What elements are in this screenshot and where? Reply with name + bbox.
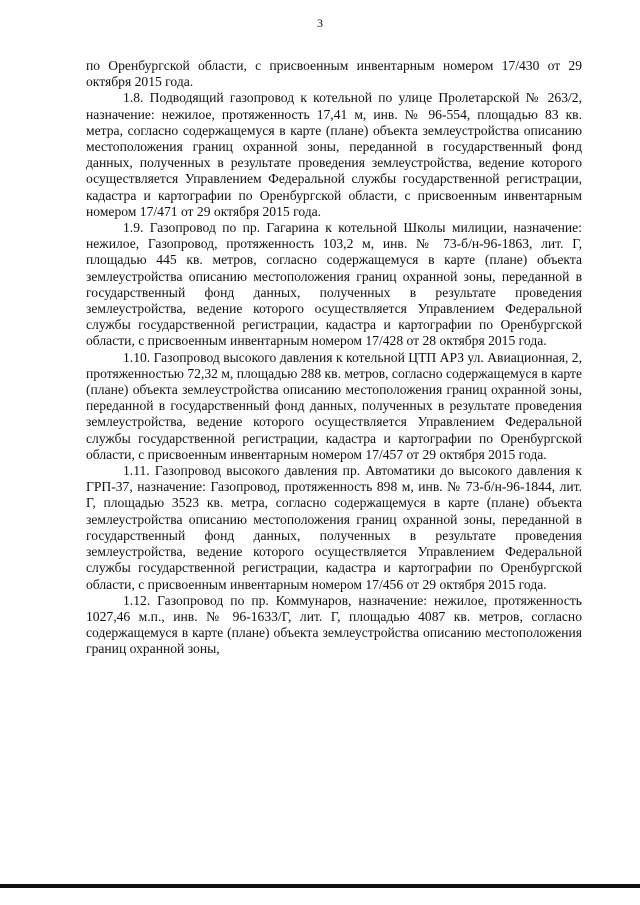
page-number: 3 (317, 16, 323, 30)
scan-bottom-border (0, 884, 640, 888)
paragraph-item-1-8: 1.8. Подводящий газопровод к котельной по улице Пролетарской № 263/2, назначение: нежилое, протяженность 17,41 м, инв. № 96-554, площадью 83 кв. метра, согласно содержащемуся в карте (плане) объекта землеустройства описанию местоположения границ охранной зоны, переданной в государственный фонд данных, полученных в результате проведения землеустройства, ведение которого осуществляется Управлением Федеральной службы государственной регистрации, кадастра и картографии по Оренбургской области, с присвоенным инвентарным номером 17/471 от 29 октября 2015 года. (86, 90, 582, 219)
document-body (86, 58, 582, 658)
paragraph-item-1-12: 1.12. Газопровод по пр. Коммунаров, назначение: нежилое, протяженность 1027,46 м.п., инв. № 96-1633/Г, лит. Г, площадью 4087 кв. метров, согласно содержащемуся в карте (плане) объекта землеустройства описанию местоположения границ охранной зоны, (86, 592, 582, 657)
paragraph-item-1-11: 1.11. Газопровод высокого давления пр. Автоматики до высокого давления к ГРП-37, назначение: Газопровод, протяженность 898 м, инв. № 73-б/н-96-1844, лит. Г, площадью 3523 кв. метра, согласно содержащемуся в карте (плане) объекта землеустройства описанию местоположения границ охранной зоны, переданной в государственный фонд данных, полученных в результате проведения землеустройства, ведение которого осуществляется Управлением Федеральной службы государственной регистрации, кадастра и картографии по Оренбургской области, с присвоенным инвентарным номером 17/456 от 29 октября 2015 года. (86, 463, 582, 592)
paragraph-item-1-10: 1.10. Газопровод высокого давления к котельной ЦТП АРЗ ул. Авиационная, 2, протяженностью 72,32 м, площадью 288 кв. метров, согласно содержащемуся в карте (плане) объекта землеустройства описанию местоположения границ охранной зоны, переданной в государственный фонд данных, полученных в результате проведения землеустройства, ведение которого осуществляется Управлением Федеральной службы государственной регистрации, кадастра и картографии по Оренбургской области, с присвоенным инвентарным номером 17/457 от 29 октября 2015 года. (86, 349, 583, 462)
paragraph-item-1-9: 1.9. Газопровод по пр. Гагарина к котельной Школы милиции, назначение: нежилое, Газопровод, протяженность 103,2 м, инв. № 73-б/н-96-1863, лит. Г, площадью 445 кв. метров, согласно содержащемуся в карте (плане) объекта землеустройства описанию местоположения границ охранной зоны, переданной в государственный фонд данных, полученных в результате проведения землеустройства, ведение которого осуществляется Управлением Федеральной службы государственной регистрации, кадастра и картографии по Оренбургской области, с присвоенным инвентарным номером 17/428 от 28 октября 2015 года. (86, 220, 582, 349)
paragraph-continuation: по Оренбургской области, с присвоенным инвентарным номером 17/430 от 29 октября 2015 года. (86, 58, 582, 90)
